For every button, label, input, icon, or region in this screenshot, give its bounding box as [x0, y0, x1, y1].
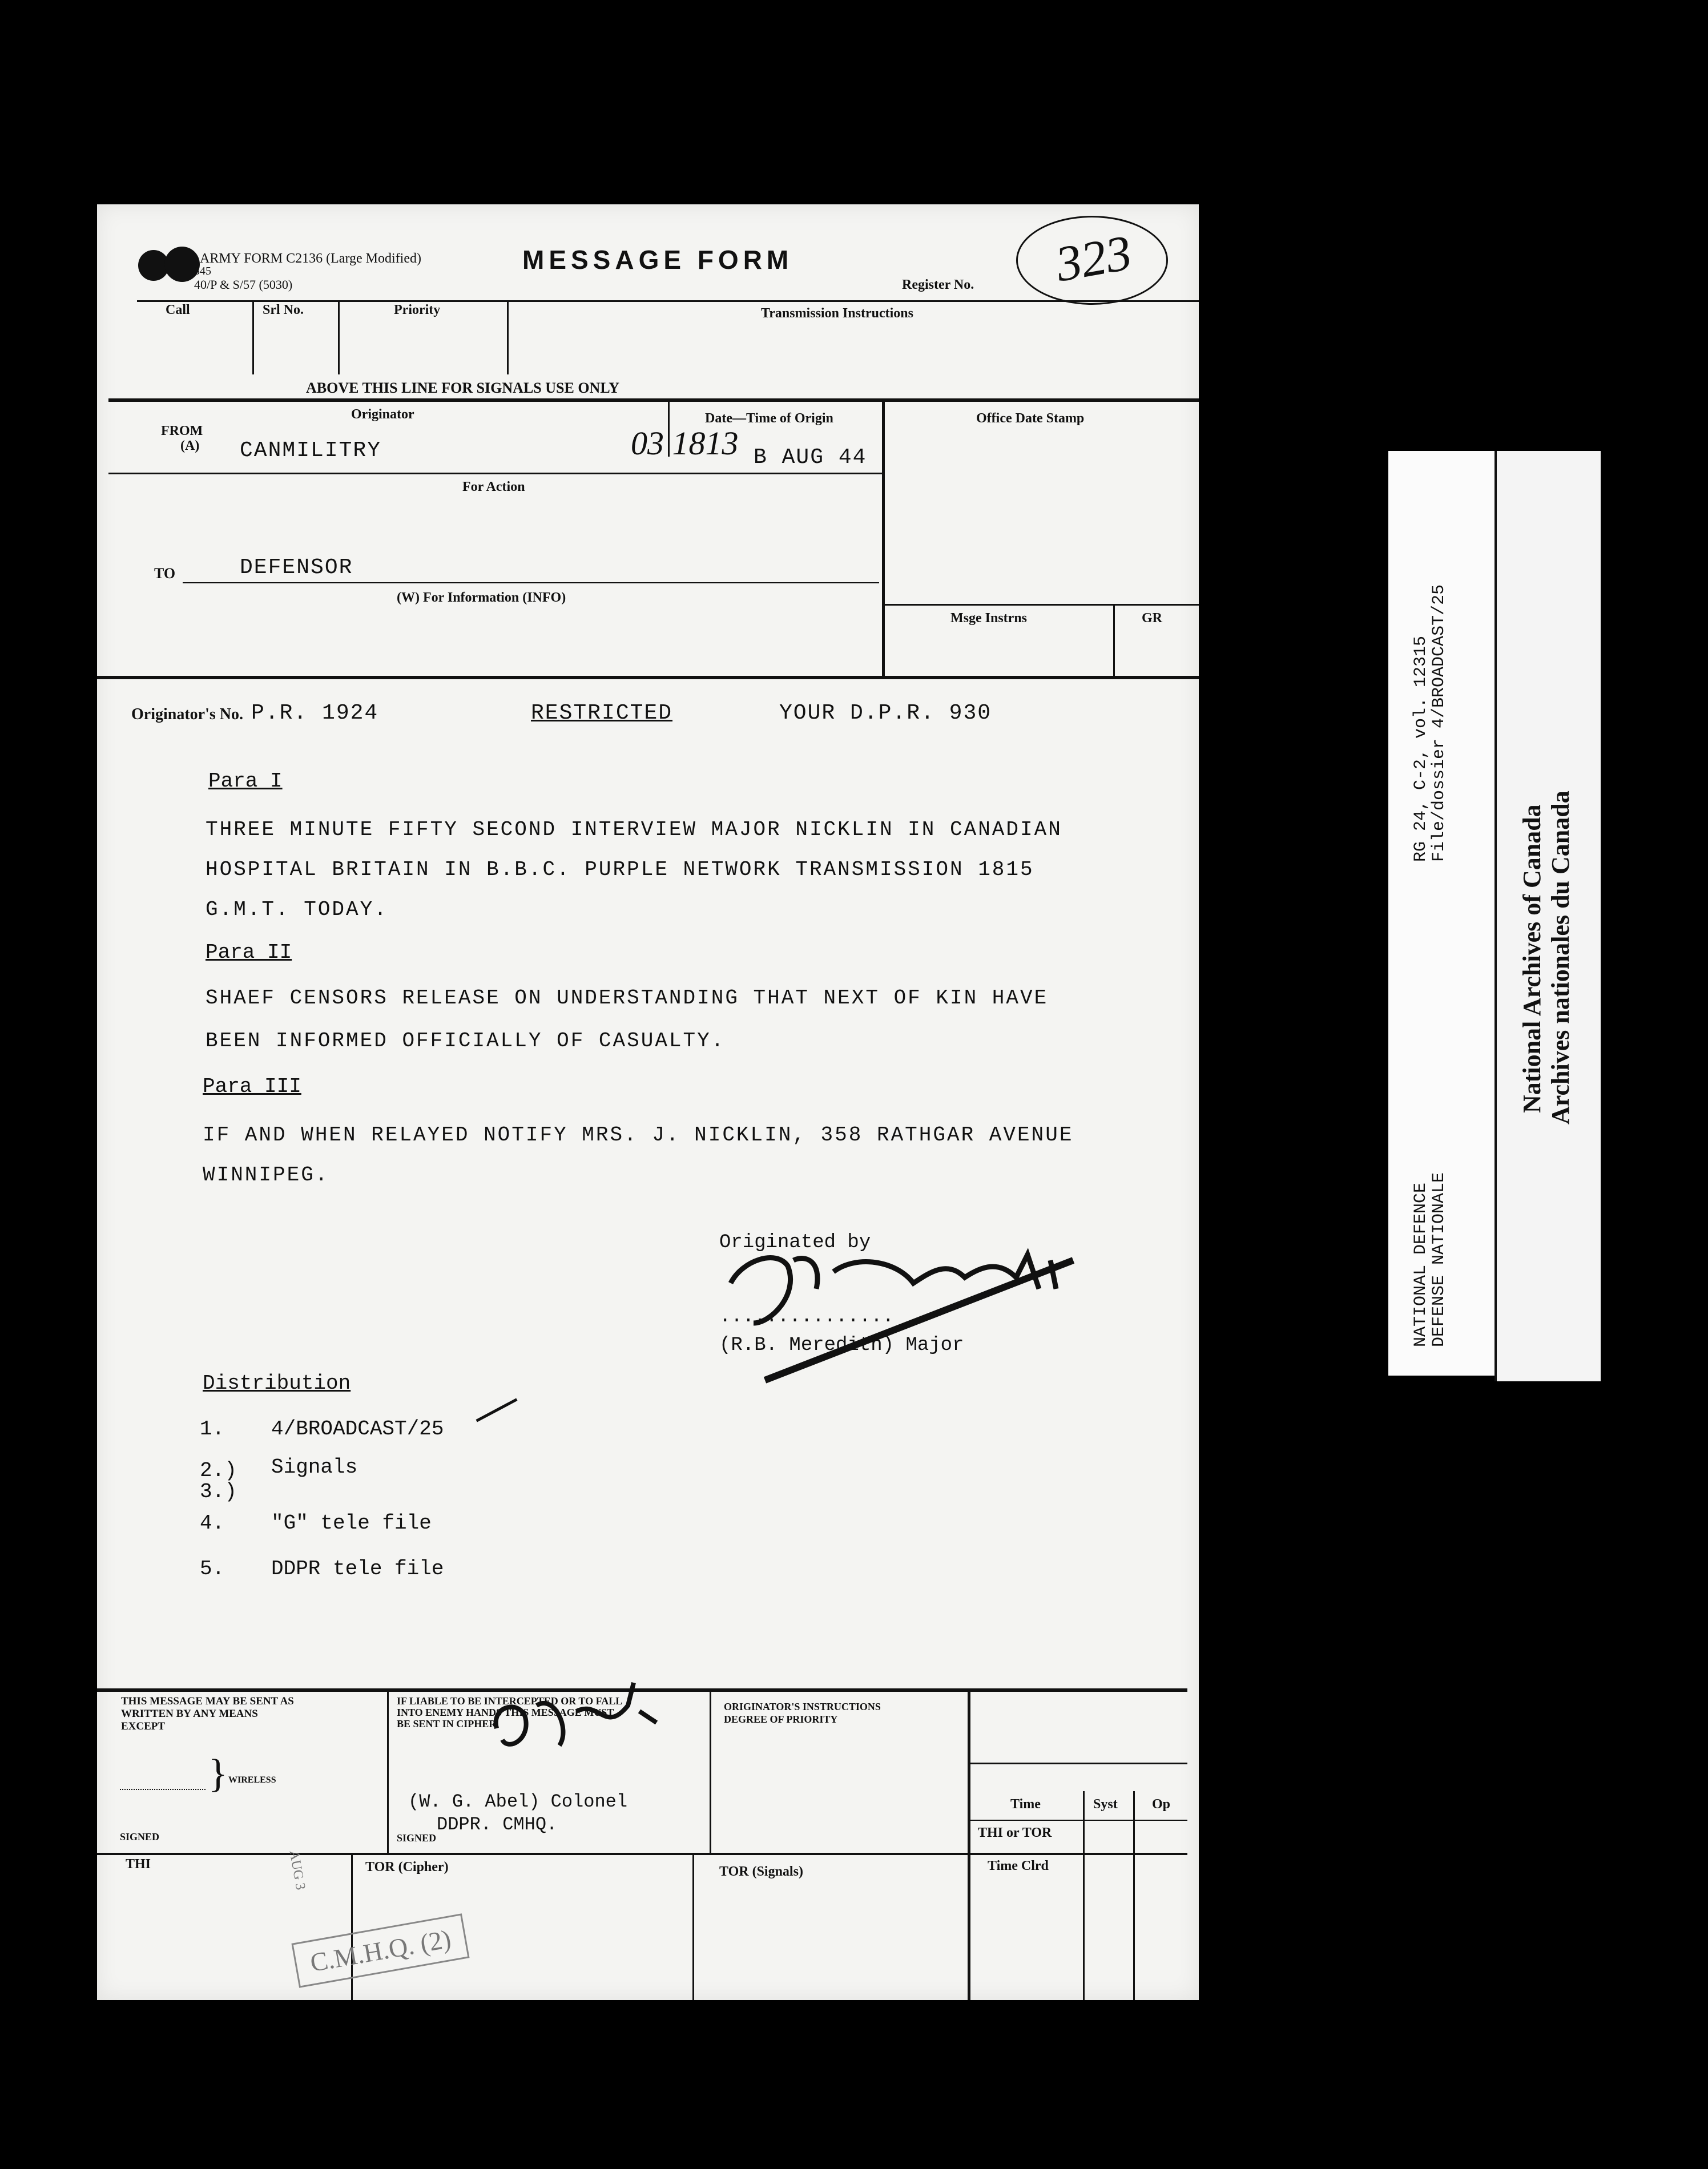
- rule-time: [968, 1763, 1187, 1764]
- vline-tor-signals: [692, 1853, 694, 2000]
- vline-op: [1133, 1791, 1135, 2000]
- signature-name: (R.B. Meredith) Major: [719, 1335, 964, 1356]
- signature-dots: ...............: [719, 1306, 895, 1328]
- form-sub1: 345: [194, 265, 211, 277]
- thi-label: THI: [126, 1857, 151, 1872]
- stamp-unit: C.M.H.Q. (2): [308, 1924, 453, 1978]
- dist-num-5: 5.: [200, 1557, 225, 1581]
- para1-title: Para I: [208, 769, 283, 793]
- gr-label: GR: [1142, 611, 1162, 626]
- rule-bottom-header: [97, 676, 1199, 679]
- originator-label: Originator: [351, 407, 414, 422]
- archives-en: National Archives of Canada: [1518, 804, 1546, 1113]
- dto-label: Date—Time of Origin: [705, 411, 833, 426]
- form-id: ARMY FORM C2136 (Large Modified): [200, 251, 421, 266]
- originator-value: CANMILITRY: [240, 438, 382, 463]
- srl-label: Srl No.: [263, 303, 304, 317]
- time-label: Time: [1010, 1797, 1041, 1812]
- signed-mid: SIGNED: [397, 1832, 437, 1844]
- para2-title: Para II: [206, 941, 292, 964]
- from-sub: (A): [180, 438, 200, 453]
- rule-action: [108, 473, 882, 474]
- rule-footer-mid: [97, 1853, 1187, 1855]
- wireless-dots: [120, 1789, 206, 1790]
- archive-reference-1: RG 24, C-2, vol. 12315: [1411, 635, 1431, 862]
- vline-footer-1: [387, 1688, 389, 1854]
- op-label: Op: [1152, 1797, 1171, 1812]
- transmission-label: Transmission Instructions: [761, 306, 913, 321]
- received-stamp: [291, 1913, 469, 1987]
- orig-no-value: P.R. 1924: [251, 701, 379, 725]
- call-label: Call: [166, 303, 190, 317]
- orig-instr-2: DEGREE OF PRIORITY: [724, 1714, 838, 1725]
- dto-typed: B AUG 44: [754, 445, 867, 470]
- department-en: NATIONAL DEFENCE: [1411, 1182, 1431, 1347]
- vline-syst: [1083, 1791, 1085, 2000]
- form-sub2: 40/P & S/57 (5030): [194, 277, 293, 292]
- priority-label: Priority: [394, 303, 441, 317]
- signed-left: SIGNED: [120, 1831, 160, 1843]
- msge-instrns-label: Msge Instrns: [950, 611, 1028, 626]
- may-be-sent-1: THIS MESSAGE MAY BE SENT AS: [121, 1695, 294, 1707]
- stamp-date: AUG 3: [286, 1849, 308, 1892]
- rule-msge: [882, 604, 1199, 606]
- may-be-sent-2: WRITTEN BY ANY MEANS: [121, 1708, 258, 1720]
- for-action-label: For Action: [462, 479, 525, 494]
- vline-priority: [507, 300, 509, 374]
- reference: YOUR D.P.R. 930: [779, 701, 992, 725]
- orig-instr-1: ORIGINATOR'S INSTRUCTIONS: [724, 1701, 881, 1712]
- dist-num-4: 4.: [200, 1511, 225, 1535]
- from-label: FROM: [161, 424, 203, 438]
- may-be-sent-3: EXCEPT: [121, 1720, 166, 1732]
- to-underline: [183, 582, 879, 583]
- cipher-3: BE SENT IN CIPHER: [397, 1718, 497, 1729]
- para3-line-2: WINNIPEG.: [203, 1163, 329, 1187]
- dist-num-1: 1.: [200, 1417, 225, 1441]
- rule-top: [137, 300, 1199, 302]
- tor-cipher-label: TOR (Cipher): [365, 1860, 449, 1874]
- signals-only-note: ABOVE THIS LINE FOR SIGNALS USE ONLY: [306, 380, 620, 396]
- abel-signature: [485, 1671, 674, 1763]
- cipher-1: IF LIABLE TO BE INTERCEPTED OR TO FALL: [397, 1695, 623, 1707]
- to-value: DEFENSOR: [240, 555, 353, 580]
- dist-num-2: 2.): [200, 1459, 237, 1482]
- signer-name: (W. G. Abel) Colonel: [408, 1791, 628, 1812]
- message-form-page: [97, 204, 1199, 2000]
- form-title: MESSAGE FORM: [522, 245, 793, 275]
- wireless-label: WIRELESS: [228, 1775, 276, 1785]
- signer-title: DDPR. CMHQ.: [437, 1814, 558, 1835]
- department-fr: DEFENSE NATIONALE: [1429, 1172, 1449, 1347]
- para1-line-3: G.M.T. TODAY.: [206, 898, 388, 921]
- dist-text-2: Signals: [271, 1456, 358, 1479]
- dist-num-3: 3.): [200, 1480, 237, 1503]
- dist-text-4: "G" tele file: [271, 1511, 432, 1535]
- distribution-title: Distribution: [203, 1372, 351, 1395]
- archive-reference-2: File/dossier 4/BROADCAST/25: [1429, 584, 1449, 862]
- originated-by-label: Originated by: [719, 1232, 871, 1253]
- archives-canada-strip: [1497, 451, 1601, 1381]
- rule-thi-tor: [968, 1820, 1187, 1821]
- orig-no-label: Originator's No.: [131, 705, 243, 723]
- syst-label: Syst: [1093, 1797, 1118, 1812]
- para3-line-1: IF AND WHEN RELAYED NOTIFY MRS. J. NICKLIN, 358 RATHGAR AVENUE: [203, 1123, 1074, 1147]
- check-mark: [476, 1398, 518, 1422]
- para1-line-2: HOSPITAL BRITAIN IN B.B.C. PURPLE NETWORK TRANSMISSION 1815: [206, 858, 1034, 881]
- wireless-brace: }: [208, 1752, 228, 1796]
- office-stamp-label: Office Date Stamp: [976, 411, 1085, 426]
- para1-line-1: THREE MINUTE FIFTY SECOND INTERVIEW MAJOR NICKLIN IN CANADIAN: [206, 818, 1062, 841]
- vline-call: [252, 300, 254, 374]
- to-label: TO: [154, 565, 176, 582]
- vline-gr: [1113, 604, 1115, 678]
- classification: RESTRICTED: [531, 701, 673, 725]
- thi-tor-label: THI or TOR: [978, 1825, 1052, 1840]
- vline-footer-3: [968, 1688, 970, 2000]
- tor-signals-label: TOR (Signals): [719, 1864, 803, 1879]
- info-label: (W) For Information (INFO): [397, 590, 566, 605]
- dist-text-1: 4/BROADCAST/25: [271, 1417, 444, 1441]
- para2-line-1: SHAEF CENSORS RELEASE ON UNDERSTANDING THAT NEXT OF KIN HAVE: [206, 986, 1049, 1010]
- archives-fr: Archives nationales du Canada: [1546, 791, 1574, 1124]
- dto-handwritten: 03 1813: [631, 425, 739, 462]
- para3-title: Para III: [203, 1075, 301, 1098]
- dist-text-5: DDPR tele file: [271, 1557, 444, 1581]
- time-clrd-label: Time Clrd: [988, 1858, 1049, 1873]
- vline-office-stamp: [882, 398, 885, 678]
- vline-footer-2: [710, 1688, 711, 1854]
- archive-reference-strip: [1388, 451, 1497, 1376]
- cipher-2: INTO ENEMY HANDS THIS MESSAGE MUST: [397, 1707, 614, 1718]
- register-number: 323: [1052, 225, 1136, 293]
- para2-line-2: BEEN INFORMED OFFICIALLY OF CASUALTY.: [206, 1029, 726, 1053]
- register-label: Register No.: [902, 277, 974, 292]
- vline-srl: [338, 300, 340, 374]
- rule-from: [108, 398, 1199, 402]
